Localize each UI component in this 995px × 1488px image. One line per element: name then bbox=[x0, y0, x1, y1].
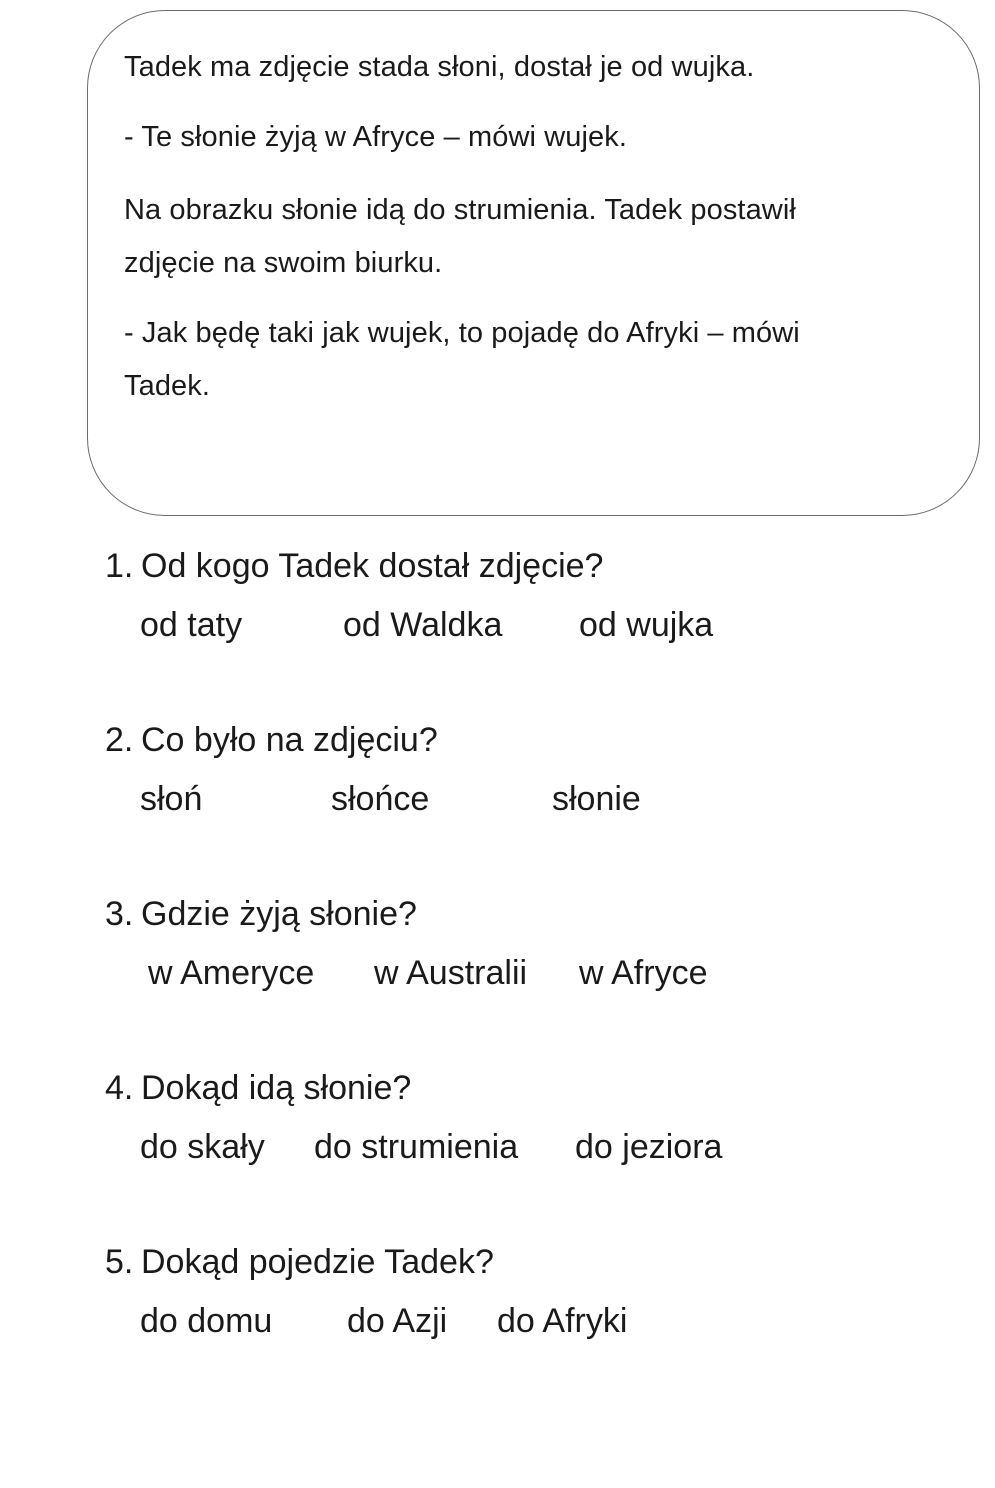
question-5 bbox=[105, 1242, 494, 1282]
story-line-5: - Jak będę taki jak wujek, to pojadę do Afryki – mówi bbox=[124, 317, 800, 349]
question-text: Gdzie żyją słonie? bbox=[141, 895, 417, 933]
story-line-1: Tadek ma zdjęcie stada słoni, dostał je od wujka. bbox=[124, 51, 755, 83]
question-number: 5. bbox=[105, 1243, 134, 1281]
answer-1b[interactable]: od Waldka bbox=[343, 606, 503, 644]
question-text: Co było na zdjęciu? bbox=[141, 721, 438, 759]
story-line-3: Na obrazku słonie idą do strumienia. Tadek postawił bbox=[124, 194, 796, 226]
story-line-2: - Te słonie żyją w Afryce – mówi wujek. bbox=[124, 121, 627, 153]
question-number: 3. bbox=[105, 895, 134, 933]
question-2 bbox=[105, 720, 438, 760]
answer-4a[interactable]: do skały bbox=[140, 1128, 265, 1166]
story-line-6: Tadek. bbox=[124, 370, 211, 402]
answer-3a[interactable]: w Ameryce bbox=[148, 954, 315, 992]
question-number: 1. bbox=[105, 547, 134, 585]
question-text: Dokąd pojedzie Tadek? bbox=[141, 1243, 494, 1281]
answer-2b[interactable]: słońce bbox=[331, 780, 430, 818]
answer-3c[interactable]: w Afryce bbox=[579, 954, 708, 992]
question-number: 2. bbox=[105, 721, 134, 759]
question-text: Dokąd idą słonie? bbox=[141, 1069, 412, 1107]
answer-5c[interactable]: do Afryki bbox=[497, 1302, 628, 1340]
answer-5b[interactable]: do Azji bbox=[347, 1302, 448, 1340]
answer-1c[interactable]: od wujka bbox=[579, 606, 714, 644]
question-3 bbox=[105, 894, 417, 934]
answer-4b[interactable]: do strumienia bbox=[314, 1128, 519, 1166]
question-text: Od kogo Tadek dostał zdjęcie? bbox=[141, 547, 604, 585]
answer-2c[interactable]: słonie bbox=[552, 780, 641, 818]
answer-4c[interactable]: do jeziora bbox=[575, 1128, 723, 1166]
answer-2a[interactable]: słoń bbox=[140, 780, 203, 818]
question-1 bbox=[105, 546, 603, 586]
question-number: 4. bbox=[105, 1069, 134, 1107]
answer-3b[interactable]: w Australii bbox=[374, 954, 528, 992]
answer-5a[interactable]: do domu bbox=[140, 1302, 273, 1340]
question-4 bbox=[105, 1068, 411, 1108]
answer-1a[interactable]: od taty bbox=[140, 606, 243, 644]
story-line-4: zdjęcie na swoim biurku. bbox=[124, 247, 443, 279]
